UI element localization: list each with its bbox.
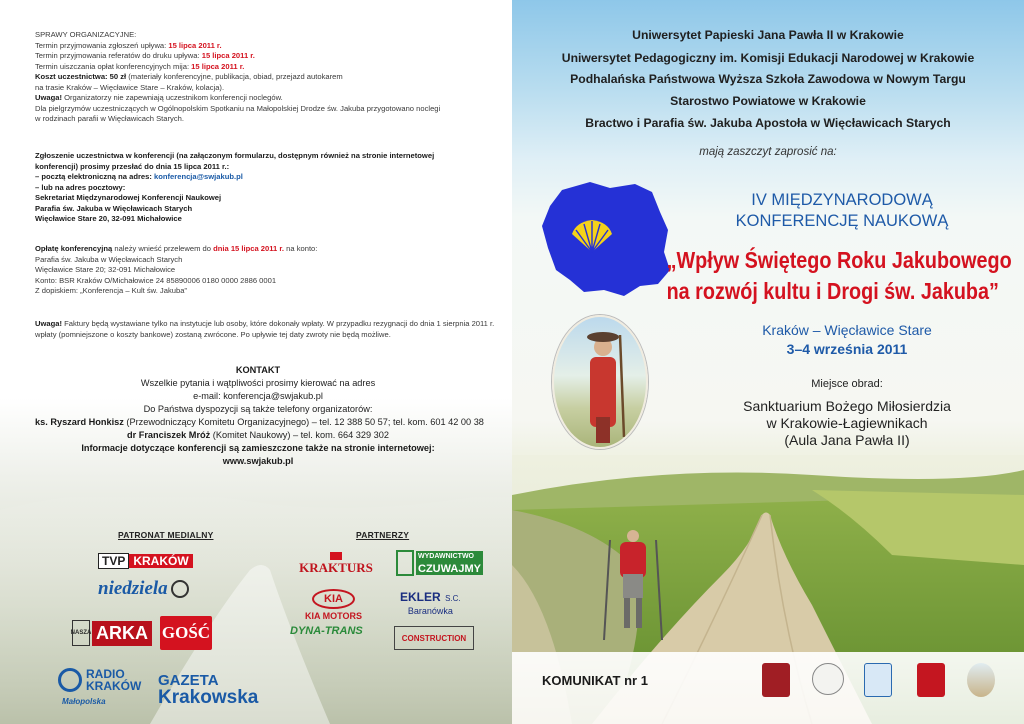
text-line <box>35 104 475 115</box>
text-line <box>35 429 481 442</box>
niedziela-text: niedziela <box>98 578 168 599</box>
text-line <box>35 403 481 416</box>
right-panel <box>512 0 1024 724</box>
bold-text-run: – pocztą elektroniczną na adres: <box>35 172 155 181</box>
st-james-figure <box>554 317 648 449</box>
text-line <box>35 455 481 468</box>
krakturs-emblem <box>330 552 342 560</box>
text-line <box>35 442 481 455</box>
bold-text-run: Informacje dotyczące konferencji są zamieszczone także na stronie internetowej: <box>81 443 435 453</box>
conference-title-line2: na rozwój kultu i Drogi św. Jakuba” <box>666 278 999 304</box>
ekler-row <box>400 590 461 605</box>
bold-text-run: KONTAKT <box>235 365 281 375</box>
ekler-logo <box>400 590 461 618</box>
dyna-trans-text: DYNA-TRANS <box>290 625 363 637</box>
text-run: Do Państwa dyspozycji są także telefony organizatorów: <box>143 404 373 414</box>
organizational-info <box>35 30 475 125</box>
text-line <box>35 30 475 41</box>
registration-info <box>35 151 475 225</box>
bold-text-run: konferencji) prosimy przesłać do dnia 15 lipca 2011 r.: <box>35 161 230 171</box>
invoice-note <box>35 319 495 340</box>
text-line <box>35 214 475 225</box>
host-starostwo: Starostwo Powiatowe w Krakowie <box>670 94 866 108</box>
text-run: (materiały konferencyjne, publikacja, obiad, przejazd autokarem <box>126 72 343 81</box>
venue-line3: (Aula Jana Pawła II) <box>784 432 910 448</box>
ekler-text: EKLER <box>400 590 441 604</box>
host-bractwo: Bractwo i Parafia św. Jakuba Apostoła w Więcławicach Starych <box>585 116 951 130</box>
czuwajmy-small-text: WYDAWNICTWO <box>416 551 483 563</box>
kia-motors-text: KIA MOTORS <box>305 611 363 621</box>
czuwajmy-text: CZUWAJMY <box>418 563 481 575</box>
host-uniwersytet-papieski: Uniwersytet Papieski Jana Pawła II w Krakowie <box>632 28 904 42</box>
highlight-date: 15 lipca 2011 r. <box>168 40 222 50</box>
text-run: Termin przyjmowania zgłoszeń upływa: <box>35 40 169 50</box>
construction-text: CONSTRUCTION <box>401 633 467 643</box>
text-run: wpłaty (pomniejszone o koszty bankowe) zostaną zwrócone. Po upływie tej daty zwroty nie będą możliwe. <box>35 329 391 339</box>
text-line <box>35 41 475 52</box>
komunikat-number: KOMUNIKAT nr 1 <box>542 673 648 688</box>
text-line <box>35 114 475 125</box>
text-line <box>35 51 475 62</box>
text-line <box>35 265 475 276</box>
powiat-krakowski-crest <box>917 663 945 697</box>
conference-type: KONFERENCJĘ NAUKOWĄ <box>735 212 949 230</box>
gosc-logo <box>160 616 212 650</box>
conference-ordinal: IV MIĘDZYNARODOWĄ <box>751 191 933 209</box>
radio-krakow-text: KRAKÓW <box>86 679 142 693</box>
arka-emblem: NASZA <box>72 620 90 646</box>
kia-logo <box>305 589 362 623</box>
text-run: SPRAWY ORGANIZACYJNE: <box>35 30 137 39</box>
bold-text-run: Opłatę konferencyjną <box>35 244 113 253</box>
text-run: Parafia św. Jakuba w Więcławicach Starych <box>35 254 183 264</box>
gosc-text: GOŚĆ <box>161 623 211 642</box>
niedziela-logo <box>98 578 189 600</box>
bold-text-run: Parafia św. Jakuba w Więcławicach Starych <box>35 203 193 213</box>
st-james-portrait <box>552 315 648 449</box>
ekler-place-text: Baranówka <box>407 606 453 616</box>
text-line <box>35 330 475 341</box>
text-run: w rodzinach parafii w Więcławicach Starych. <box>35 114 184 123</box>
radio-text: RADIO <box>86 667 125 681</box>
kia-oval: KIA <box>312 589 355 609</box>
bold-text-run: Zgłoszenie uczestnictwa w konferencji (na załączonym formularzu, dostępnym również na stronie internetowej <box>35 151 435 160</box>
text-run: Termin przyjmowania referatów do druku upływa: <box>35 51 202 60</box>
text-line <box>35 72 475 83</box>
text-line <box>35 276 475 287</box>
text-run: Więcławice Stare 20; 32-091 Michałowice <box>35 265 176 274</box>
text-run: na konto: <box>284 244 318 253</box>
text-line <box>35 93 475 104</box>
text-line <box>35 204 475 215</box>
text-run: należy wnieść przelewem do <box>112 244 214 253</box>
text-run: Faktury będą wystawiane tylko na instytucje lub osoby, które dokonały wpłaty. W przypadku rezygnacji do dnia 1 sierpnia 2011 r. <box>62 319 495 328</box>
text-line <box>35 416 484 429</box>
text-run: Konto: BSR Kraków O/Michałowice 24 85890006 0180 0000 2886 0001 <box>35 275 277 285</box>
tvp-krakow-text: KRAKÓW <box>129 554 192 568</box>
text-line <box>35 244 475 255</box>
media-patronage-title: PATRONAT MEDIALNY <box>118 530 214 540</box>
radio-emblem <box>58 668 82 692</box>
gazeta-text: GAZETA <box>158 672 219 689</box>
text-run: (Przewodniczący Komitetu Organizacyjnego) – tel. 12 388 50 57; tel. kom. 601 42 00 38 <box>123 417 484 427</box>
text-line <box>35 183 475 194</box>
text-line <box>35 377 481 390</box>
text-run: Wszelkie pytania i wątpliwości prosimy kierować na adres <box>140 378 376 388</box>
text-run: Z dopiskiem: „Konferencja – Kult św. Jakuba” <box>35 286 187 295</box>
dyna-trans-logo <box>290 625 363 637</box>
bold-text-run: dr Franciszek Mróż <box>127 430 211 440</box>
text-line <box>35 255 475 266</box>
venue-line2: w Krakowie-Łagiewnikach <box>766 415 928 431</box>
text-line <box>35 83 475 94</box>
partners-title: PARTNERZY <box>356 530 410 540</box>
bold-text-run: – lub na adres pocztowy: <box>35 182 126 192</box>
tvp-krakow-logo <box>98 552 193 570</box>
poland-map-with-shell <box>540 178 675 300</box>
czuwajmy-emblem <box>396 550 414 576</box>
text-line <box>35 286 475 297</box>
niedziela-emblem <box>171 580 189 598</box>
bold-text-run: Więcławice Stare 20, 32-091 Michałowice <box>35 214 182 223</box>
text-line <box>35 390 481 403</box>
krakturs-text: KRAKTURS <box>299 560 373 575</box>
czuwajmy-text-group <box>416 551 483 575</box>
conference-dates: 3–4 września 2011 <box>786 341 908 357</box>
email-link[interactable]: konferencja@swjakub.pl <box>154 172 243 181</box>
bold-text-run: Sekretariat Międzynarodowej Konferencji Naukowej <box>35 193 222 202</box>
gazeta-krakowska-logo <box>158 672 258 706</box>
highlight-date: 15 lipca 2011 r. <box>191 61 245 71</box>
text-run: e-mail: konferencja@swjakub.pl <box>193 391 323 401</box>
text-line <box>35 193 475 204</box>
st-james-parish-emblem <box>967 663 995 697</box>
tvp-logo-text: TVP <box>98 553 129 569</box>
invitation-line: mają zaszczyt zaprosić na: <box>699 146 837 158</box>
bold-text-run: Koszt uczestnictwa: 50 zł <box>35 72 127 81</box>
papal-university-crest <box>762 663 790 697</box>
text-line <box>35 62 475 73</box>
pedagogical-university-crest <box>812 663 844 695</box>
radio-malopolska-text: Małopolska <box>62 697 106 706</box>
host-uniwersytet-pedagogiczny: Uniwersytet Pedagogiczny im. Komisji Edukacji Narodowej w Krakowie <box>561 51 975 65</box>
ekler-sc-text: S.C. <box>445 594 461 603</box>
venue-label: Miejsce obrad: <box>811 378 883 390</box>
bold-text-run: ks. Ryszard Honkisz <box>35 417 124 427</box>
nasza-arka-logo <box>72 618 152 648</box>
construction-logo <box>394 626 474 650</box>
text-line <box>35 151 475 162</box>
krakturs-logo <box>296 551 376 577</box>
text-run: Dla pielgrzymów uczestniczących w Ogólnopolskim Spotkaniu na Małopolskiej Drodze św. Jakuba przygotowano noclegi <box>35 103 441 113</box>
czuwajmy-logo <box>396 549 483 577</box>
text-run: (Komitet Naukowy) – tel. kom. 664 329 302 <box>210 430 389 440</box>
arka-text: ARKA <box>92 621 152 646</box>
text-run: na trasie Kraków – Więcławice Stare – Kraków, kolacja). <box>35 82 225 92</box>
bold-text-run: Uwaga! <box>35 93 63 102</box>
host-ppwsz: Podhalańska Państwowa Wyższa Szkoła Zawodowa w Nowym Targu <box>570 72 966 86</box>
text-line <box>35 162 475 173</box>
text-line <box>35 364 481 377</box>
highlight-date: 15 lipca 2011 r. <box>201 51 255 60</box>
ppwsz-crest <box>864 663 892 697</box>
text-run: Termin uiszczania opłat konferencyjnych mija: <box>35 61 192 71</box>
text-line <box>35 172 475 183</box>
text-run: Organizatorzy nie zapewniają uczestnikom konferencji noclegów. <box>62 93 283 102</box>
payment-info <box>35 244 475 297</box>
bold-text-run: Uwaga! <box>35 319 63 328</box>
contact-info <box>35 364 484 468</box>
conference-title-line1: „Wpływ Świętego Roku Jakubowego <box>666 247 1012 273</box>
venue-line1: Sanktuarium Bożego Miłosierdzia <box>743 398 951 414</box>
bold-text-run: www.swjakub.pl <box>222 456 294 466</box>
text-line <box>35 319 495 330</box>
conference-place: Kraków – Więcławice Stare <box>762 322 932 338</box>
krakowska-text: Krakowska <box>158 687 259 708</box>
highlight-date: dnia 15 lipca 2011 r. <box>213 244 285 253</box>
